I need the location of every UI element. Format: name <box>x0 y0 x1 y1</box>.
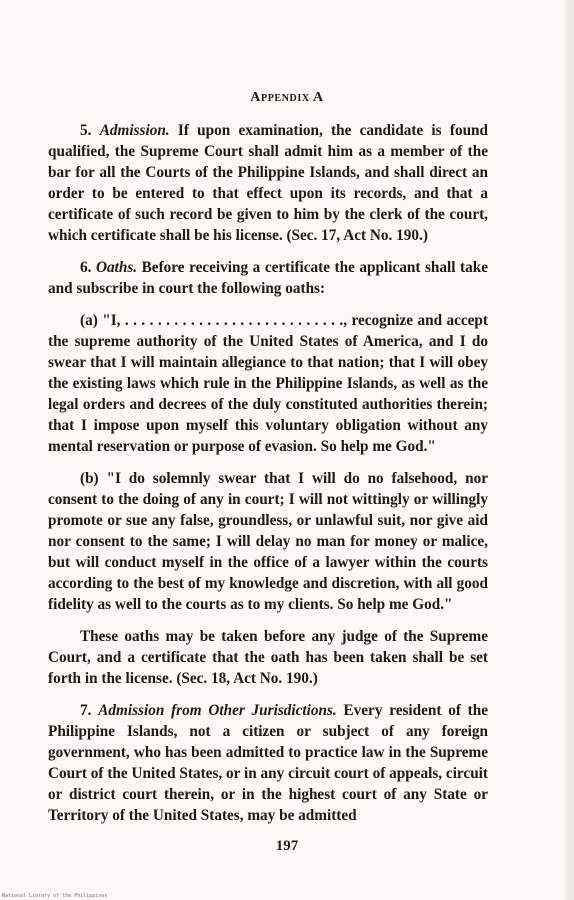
running-head: Appendix A <box>250 90 324 105</box>
paragraph-admission <box>48 120 488 246</box>
paragraph-oaths <box>48 257 488 299</box>
paragraph-other-jurisdictions <box>48 700 488 826</box>
paragraph-oath-b <box>48 468 488 615</box>
paragraph-text: Before receiving a certificate the applicant shall take and subscribe in court the following oaths: <box>48 259 488 297</box>
paragraph-heading: Admission. <box>99 122 170 139</box>
paragraph-heading: Oaths. <box>95 259 138 276</box>
paragraph-heading: Admission from Other Jurisdictions. <box>98 702 337 719</box>
page-body <box>48 120 488 837</box>
page-edge <box>564 0 574 900</box>
paragraph-text: (b) "I do solemnly swear that I will do no falsehood, nor consent to the doing of any in court; I will not wittingly or willingly promote or sue any false, groundless, or unlawful suit, nor give aid nor consent to the same; I will delay no man for money or malice, but will conduct myself in the office of a lawyer within the courts according to the best of my knowledge and discretion, with all good fidelity as well to the courts as to my clients. So help me God." <box>48 470 488 613</box>
page-number: 197 <box>275 838 299 854</box>
library-footer-mark: National Library of the Philippines <box>2 893 108 899</box>
paragraph-number: 5. <box>80 122 92 139</box>
paragraph-number: 6. <box>80 259 92 276</box>
paragraph-oath-a <box>48 310 488 457</box>
paragraph-text: These oaths may be taken before any judge of the Supreme Court, and a certificate that the oath has been taken shall be set forth in the license. (Sec. 18, Act No. 190.) <box>48 628 488 687</box>
paragraph-number: 7. <box>80 702 92 719</box>
paragraph-oath-note <box>48 626 488 689</box>
paragraph-text: If upon examination, the candidate is found qualified, the Supreme Court shall admit him as a member of the bar for all the Courts of the Philippine Islands, and shall direct an order to be entered to that effect upon its records, and that a certificate of such record be given to him by the clerk of the court, which certificate shall be his license. (Sec. 17, Act No. 190.) <box>48 122 489 244</box>
paragraph-text: (a) "I, . . . . . . . . . . . . . . . . . . . . . . . . . . ., recognize and accept the supreme authority of the United States of America, and I do swear that I will maintain allegiance to that nation; that I will obey the existing laws which rule in the Philippine Islands, as well as the legal orders and decrees of the duly constituted authorities therein; that I impose upon myself this voluntary obligation without any mental reservation or purpose of evasion. So help me God." <box>48 312 488 455</box>
paragraph-text: Every resident of the Philippine Islands, not a citizen or subject of any foreign government, who has been admitted to practice law in the Supreme Court of the United States, or in any circuit court of appeals, circuit or district court therein, or in the highest court of any State or Territory of the United States, may be admitted <box>48 702 489 824</box>
